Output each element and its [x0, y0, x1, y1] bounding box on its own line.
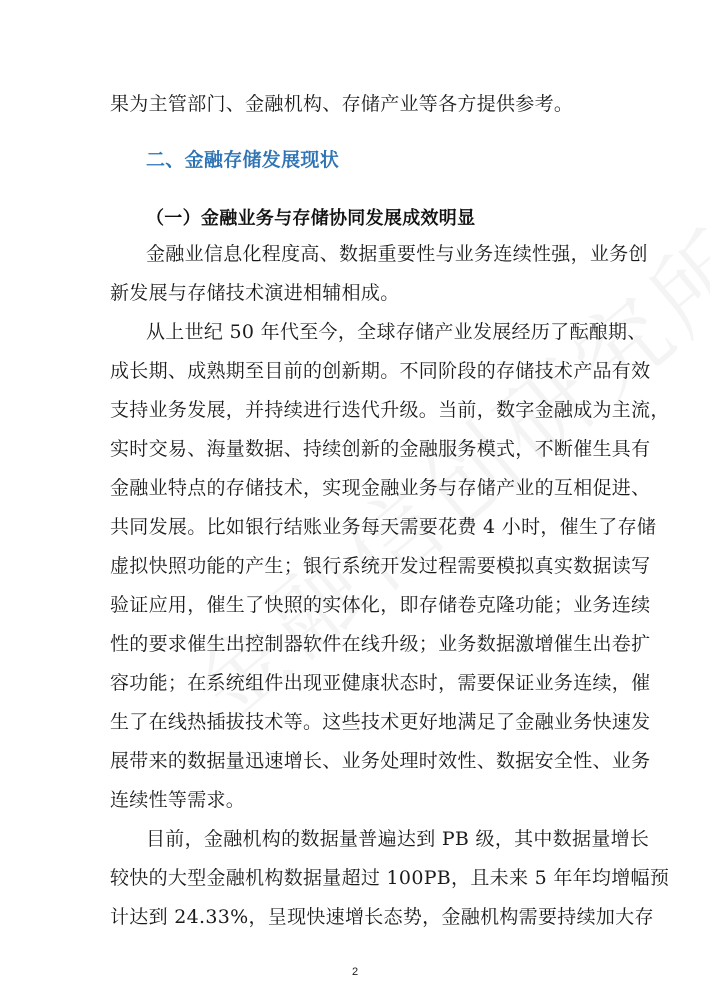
body-text-line: 验证应用，催生了快照的实体化，即存储卷克隆功能；业务连续 [110, 594, 651, 616]
body-text-line: 较快的大型金融机构数据量超过 100PB，且未来 5 年年均增幅预 [110, 867, 670, 889]
body-text-line: 新发展与存储技术演进相辅相成。 [110, 282, 400, 304]
body-text-line: 展带来的数据量迅速增长、业务处理时效性、数据安全性、业务 [110, 750, 651, 772]
body-text-line: 目前，金融机构的数据量普遍达到 PB 级，其中数据量增长 [146, 828, 650, 850]
body-text-line: 支持业务发展，并持续进行迭代升级。当前，数字金融成为主流， [110, 399, 670, 421]
body-text-line: 虚拟快照功能的产生；银行系统开发过程需要模拟真实数据读写 [110, 555, 651, 577]
body-text-line: 计达到 24.33%，呈现快速增长态势，金融机构需要持续加大存 [110, 906, 654, 928]
body-text-line: 连续性等需求。 [110, 789, 246, 811]
subsection-heading: （一）金融业务与存储协同发展成效明显 [146, 208, 476, 229]
body-text-line: 金融业信息化程度高、数据重要性与业务连续性强，业务创 [146, 243, 648, 265]
body-text-line: 金融业特点的存储技术，实现金融业务与存储产业的互相促进、 [110, 477, 651, 499]
body-text-line: 容功能；在系统组件出现亚健康状态时，需要保证业务连续，催 [110, 672, 651, 694]
body-text-line: 生了在线热插拔技术等。这些技术更好地满足了金融业务快速发 [110, 711, 651, 733]
section-heading: 二、金融存储发展现状 [146, 149, 340, 171]
body-text-line: 共同发展。比如银行结账业务每天需要花费 4 小时，催生了存储 [110, 516, 657, 538]
body-text-line: 从上世纪 50 年代至今，全球存储产业发展经历了酝酿期、 [146, 321, 647, 343]
body-text-line: 实时交易、海量数据、持续创新的金融服务模式，不断催生具有 [110, 438, 651, 460]
page-number: 2 [351, 966, 359, 978]
body-text-line: 性的要求催生出控制器软件在线升级；业务数据激增催生出卷扩 [110, 633, 651, 655]
body-text-line: 成长期、成熟期至目前的创新期。不同阶段的存储技术产品有效 [110, 360, 651, 382]
body-text-line: 果为主管部门、金融机构、存储产业等各方提供参考。 [110, 93, 574, 115]
